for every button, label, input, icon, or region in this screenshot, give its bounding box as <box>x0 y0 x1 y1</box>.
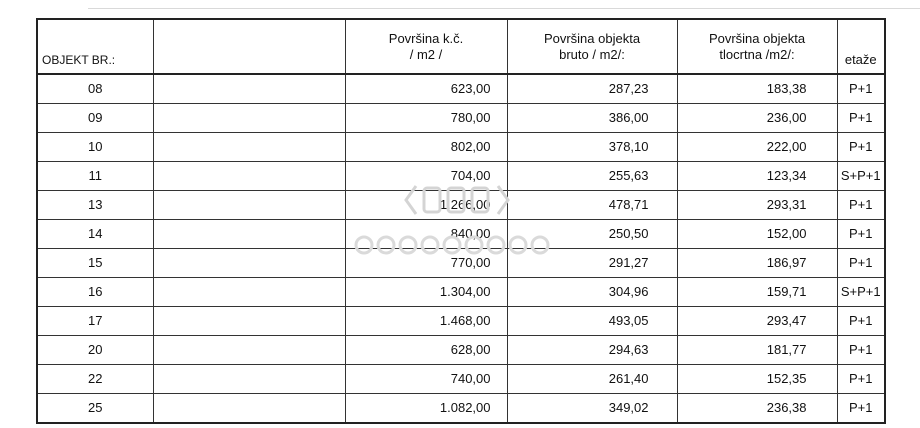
cell-objekt: 10 <box>37 133 153 162</box>
cell-objekt: 14 <box>37 220 153 249</box>
cell-blank <box>153 249 345 278</box>
header-povrsina-kc-line2: / m2 / <box>409 46 443 62</box>
header-povrsina-bruto-line1: Površina objekta <box>543 30 641 46</box>
table-row <box>37 104 885 133</box>
cell-povrsina-tlocrtna: 159,71 <box>677 278 837 307</box>
header-blank <box>153 19 345 74</box>
objects-table <box>36 18 886 424</box>
cell-povrsina-tlocrtna: 293,31 <box>677 191 837 220</box>
cell-blank <box>153 365 345 394</box>
cell-etaze: P+1 <box>837 365 885 394</box>
cell-povrsina-bruto: 304,96 <box>507 278 677 307</box>
cell-povrsina-tlocrtna: 236,38 <box>677 394 837 424</box>
cell-blank <box>153 191 345 220</box>
table-row <box>37 249 885 278</box>
cell-etaze: P+1 <box>837 74 885 104</box>
cell-etaze: P+1 <box>837 336 885 365</box>
table-row <box>37 162 885 191</box>
cell-povrsina-bruto: 250,50 <box>507 220 677 249</box>
cell-etaze: S+P+1 <box>837 278 885 307</box>
cell-objekt: 22 <box>37 365 153 394</box>
cell-povrsina-bruto: 291,27 <box>507 249 677 278</box>
cell-objekt: 25 <box>37 394 153 424</box>
cell-povrsina-bruto: 386,00 <box>507 104 677 133</box>
table-row <box>37 133 885 162</box>
cell-povrsina-bruto: 493,05 <box>507 307 677 336</box>
table-row <box>37 74 885 104</box>
cell-povrsina-tlocrtna: 181,77 <box>677 336 837 365</box>
cell-blank <box>153 278 345 307</box>
cell-povrsina-bruto: 349,02 <box>507 394 677 424</box>
table-row <box>37 336 885 365</box>
cell-objekt: 15 <box>37 249 153 278</box>
table-row <box>37 220 885 249</box>
header-objekt: OBJEKT BR.: <box>37 19 153 74</box>
table-row <box>37 191 885 220</box>
header-povrsina-kc <box>345 19 507 74</box>
cell-etaze: P+1 <box>837 394 885 424</box>
cell-povrsina-kc: 704,00 <box>345 162 507 191</box>
cell-objekt: 09 <box>37 104 153 133</box>
header-povrsina-tlocrtna-line2: tlocrtna /m2/: <box>719 46 795 62</box>
cell-povrsina-tlocrtna: 123,34 <box>677 162 837 191</box>
header-povrsina-tlocrtna <box>677 19 837 74</box>
cell-povrsina-bruto: 478,71 <box>507 191 677 220</box>
cell-objekt: 08 <box>37 74 153 104</box>
cell-etaze: S+P+1 <box>837 162 885 191</box>
cell-povrsina-kc: 802,00 <box>345 133 507 162</box>
cell-povrsina-tlocrtna: 293,47 <box>677 307 837 336</box>
cell-povrsina-kc: 770,00 <box>345 249 507 278</box>
cell-povrsina-tlocrtna: 186,97 <box>677 249 837 278</box>
table-row <box>37 307 885 336</box>
header-row <box>37 19 885 74</box>
cell-povrsina-kc: 740,00 <box>345 365 507 394</box>
cell-blank <box>153 336 345 365</box>
cell-objekt: 16 <box>37 278 153 307</box>
cell-etaze: P+1 <box>837 307 885 336</box>
table-row <box>37 394 885 424</box>
header-povrsina-tlocrtna-line1: Površina objekta <box>708 30 806 46</box>
cell-povrsina-bruto: 378,10 <box>507 133 677 162</box>
cell-povrsina-kc: 1.082,00 <box>345 394 507 424</box>
cell-povrsina-kc: 840,00 <box>345 220 507 249</box>
cell-povrsina-kc: 1.304,00 <box>345 278 507 307</box>
table-row <box>37 365 885 394</box>
cell-blank <box>153 220 345 249</box>
cell-povrsina-tlocrtna: 183,38 <box>677 74 837 104</box>
cell-blank <box>153 394 345 424</box>
table-row <box>37 278 885 307</box>
cell-povrsina-tlocrtna: 152,00 <box>677 220 837 249</box>
header-povrsina-bruto-line2: bruto / m2/: <box>559 46 625 62</box>
objects-table-container <box>36 18 884 424</box>
cell-etaze: P+1 <box>837 191 885 220</box>
cell-povrsina-tlocrtna: 222,00 <box>677 133 837 162</box>
cell-povrsina-kc: 1.468,00 <box>345 307 507 336</box>
cell-povrsina-bruto: 261,40 <box>507 365 677 394</box>
header-etaze: etaže <box>837 19 885 74</box>
cell-blank <box>153 307 345 336</box>
cell-povrsina-kc: 1.266,00 <box>345 191 507 220</box>
cell-povrsina-tlocrtna: 236,00 <box>677 104 837 133</box>
cell-povrsina-kc: 628,00 <box>345 336 507 365</box>
cell-objekt: 11 <box>37 162 153 191</box>
cell-objekt: 20 <box>37 336 153 365</box>
cell-povrsina-kc: 623,00 <box>345 74 507 104</box>
cell-etaze: P+1 <box>837 133 885 162</box>
cell-blank <box>153 74 345 104</box>
table-body <box>37 74 885 423</box>
cell-etaze: P+1 <box>837 249 885 278</box>
cell-povrsina-tlocrtna: 152,35 <box>677 365 837 394</box>
cell-objekt: 17 <box>37 307 153 336</box>
cell-povrsina-bruto: 287,23 <box>507 74 677 104</box>
cell-objekt: 13 <box>37 191 153 220</box>
cell-blank <box>153 133 345 162</box>
cell-blank <box>153 104 345 133</box>
cell-etaze: P+1 <box>837 104 885 133</box>
cell-povrsina-bruto: 255,63 <box>507 162 677 191</box>
header-povrsina-kc-line1: Površina k.č. <box>388 30 464 46</box>
cell-povrsina-bruto: 294,63 <box>507 336 677 365</box>
header-povrsina-bruto <box>507 19 677 74</box>
top-divider <box>88 8 920 9</box>
table-header <box>37 19 885 74</box>
cell-blank <box>153 162 345 191</box>
cell-etaze: P+1 <box>837 220 885 249</box>
cell-povrsina-kc: 780,00 <box>345 104 507 133</box>
